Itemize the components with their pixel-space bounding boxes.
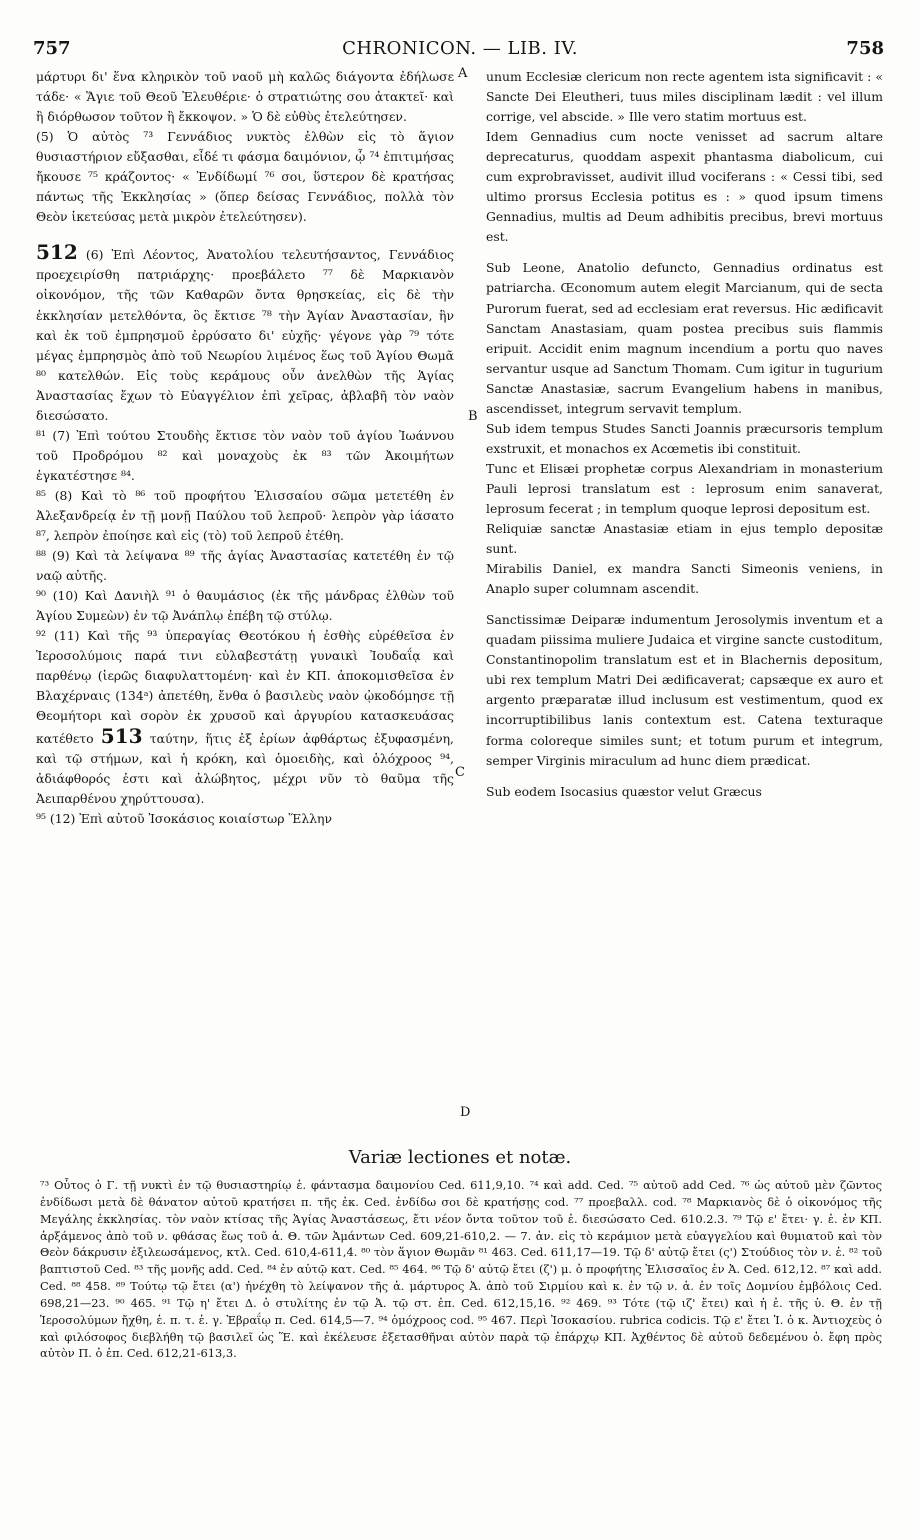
latin-paragraph: Sub eodem Isocasius quæstor velut Græcus [486,783,762,799]
greek-paragraph: (5) Ὁ αὐτὸς ⁷³ Γεννάδιος νυκτὸς ἐλθὼν εἰς τὸ ἅγιον θυσιαστήριον εὔξασθαι, εἶδέ τι φάσμα δαιμόνιον, ᾧ ⁷⁴ ἐπιτιμήσας ἤκουσε ⁷⁵ κράζοντος· « Ἐνδίδωμί ⁷⁶ σοι, ὕστερον δὲ κρατήσας πάντως τῆς Ἐκκλησίας » (ὅπερ δείσας Γεννάδιος, πολλὰ τὸν Θεὸν ἱκετεύσας μετὰ μικρὸν ἐτελεύτησεν). [36,129,454,225]
greek-paragraph [36,240,454,425]
latin-paragraph: Sub Leone, Anatolio defuncto, Gennadius ordinatus est patriarcha. Œconomum autem elegit Marcianum, qui de secta Purorum fuerat, sed ad ecclesiam erat reversus. Hic ædificavit Sanctam Anastasiam, quam postea precibus suis flammis eripuit. Accidit enim magnum incendium a portu quo naves servantur usque ad Sanctum Thomam. Cum igitur in tugurium Sanctæ Anastasiæ, sacrum Evangelium habens in manibus, ascendisset, integrum servavit templum. [486,260,883,416]
latin-paragraph: Sanctissimæ Deiparæ indumentum Jerosolymis inventum et a quadam piissima muliere Judaica et virgine sancte custoditum, Constantinopolim translatum est et in Blachernis depositum, ubi rex templum Matri Dei ædificaverat; capsæque ex auro et argento præparatæ illud inclusum est vestimentum, quod ex incorruptibilibus lanis contextum est. Catena texturaque forma coloreque similes sunt; et totum purum et integrum, semper Virginis miraculum ad hunc diem prædicat. [486,612,883,768]
greek-paragraph-text: ταύτην, ἥτις ἐξ ἐρίων ἀφθάρτως ἐξυφασμένη, καὶ τῷ στήμων, καὶ ἡ κρόκη, καὶ ὁμοειδὴς, καὶ ὁλόχροος ⁹⁴, ἀδιάφθορός ἐστι καὶ ἀλώβητος, μέχρι νῦν τὸ θαῦμα τῆς Ἀειπαρθένου χηρύττουσα). [36,730,454,806]
latin-paragraph: Tunc et Elisæi prophetæ corpus Alexandriam in monasterium Pauli leprosi translatum est : leprosum enim sanaverat, leprosum fecerat ; in templum quoque leprosi depositum est. [486,460,883,516]
latin-column [486,67,883,802]
greek-paragraph: μάρτυρι δι' ἕνα κληρικὸν τοῦ ναοῦ μὴ καλῶς διάγοντα ἐδήλωσε τάδε· « Ἅγιε τοῦ Θεοῦ Ἐλευθέριε· ὁ στρατιώτης σου ἀτακτεῖ· καὶ ἢ διόρθωσον τοῦτον ἢ ἔκκοψον. » Ὁ δὲ εὐθὺς ἐτελεύτησεν. [36,69,454,125]
page-number-left: 757 [33,38,71,59]
variant-readings-notes: ⁷³ Οὗτος ὁ Γ. τῇ νυκτὶ ἐν τῷ θυσιαστηρίῳ ἑ. φάντασμα δαιμονίου Ced. 611,9,10. ⁷⁴ καὶ add. Ced. ⁷⁵ αὐτοῦ add Ced. ⁷⁶ ὡς αὐτοῦ μὲν ζῶντος ἐνδίδωσι μετὰ δὲ θάνατον αὐτοῦ κρατήσει π. τῆς ἐκ. Ced. ἐνδίδω σοι δὲ κρατήσῃς cod. ⁷⁷ προεβαλλ. cod. ⁷⁸ Μαρκιανὸς δὲ ὁ οἰκονόμος τῆς Μεγάλης ἐκκλησίας. τὸν ναὸν κτίσας τῆς Ἁγίας Ἀναστάσεως, ἔτι νέον ὄντα τοῦτον τοῦ ἐ. διεσώσατο Ced. 610.2.3. ⁷⁹ Τῷ ε' ἔτει· γ. ἐ. ἐν ΚΠ. ἀρξάμενος ἀπὸ τοῦ ν. φθάσας ἕως τοῦ ἁ. Θ. τῶν Ἀμάντων Ced. 609,21-610,2. — 7. ἀν. εἰς τὸ κεράμιον μετὰ εὐαγγελίου καὶ θυμιατοῦ καὶ τὸν Θεὸν δάκρυσιν ἐξιλεωσάμενος, κτλ. Ced. 610,4-611,4. ⁸⁰ τὸν ἅγιον Θωμᾶν ⁸¹ 463. Ced. 611,17—19. Τῷ δ' αὐτῷ ἔτει (ς') Στούδιος τὸν ν. ἐ. ⁸² τοῦ βαπτιστοῦ Ced. ⁸³ τῆς μονῆς add. Ced. ⁸⁴ ἐν αὐτῷ κατ. Ced. ⁸⁵ 464. ⁸⁶ Τῷ δ' αὐτῷ ἔτει (ζ') μ. ὁ προφήτης Ἐλισσαῖος ἐν Ἀ. Ced. 612,12. ⁸⁷ καὶ add. Ced. ⁸⁸ 458. ⁸⁹ Τούτῳ τῷ ἔτει (α') ἠνέχθη τὸ λείψανον τῆς ἁ. μάρτυρος Ἀ. ἀπὸ τοῦ Σιρμίου καὶ κ. ἐν τῷ ν. ἁ. ἐν τοῖς Δομνίου ἐμβόλοις Ced. 698,21—23. ⁹⁰ 465. ⁹¹ Τῷ η' ἔτει Δ. ὁ στυλίτης ἐν τῷ Ἀ. τῷ στ. ἐπ. Ced. 612,15,16. ⁹² 469. ⁹³ Τότε (τῷ ιζ' ἔτει) καὶ ἡ ἐ. τῆς ὑ. Θ. ἐν τῇ Ἱεροσολύμων ἤχθη, ἑ. π. τ. ἑ. γ. Ἑβραΐῳ π. Ced. 614,5—7. ⁹⁴ ὁμόχροος cod. ⁹⁵ 467. Περὶ Ἰσοκασίου. rubrica codicis. Τῷ ε' ἔτει Ἰ. ὁ κ. Ἀντιοχεὺς ὁ καὶ φιλόσοφος διεβλήθη τῷ βασιλεῖ ὡς Ἕ. καὶ ἐκέλευσε ἐξετασθῆναι αὐτὸν παρὰ τῷ ἐπάρχῳ ΚΠ. Ἀχθέντος δὲ αὐτοῦ δεδεμένου ὁ. ἔφη πρὸς αὐτὸν Π. ὁ ἐπ. Ced. 612,21-613,3. [40,1178,882,1361]
notes-title: Variæ lectiones et notæ. [348,1147,572,1168]
greek-paragraph: ⁸¹ (7) Ἐπὶ τούτου Στουδὴς ἔκτισε τὸν ναὸν τοῦ ἁγίου Ἰωάννου τοῦ Προδρόμου ⁸² καὶ μοναχοὺς ἐκ ⁸³ τῶν Ἀκοιμήτων ἐγκατέστησε ⁸⁴. [36,427,454,483]
latin-paragraph: Mirabilis Daniel, ex mandra Sancti Simeonis veniens, in Anaplo super columnam ascendit. [486,561,883,597]
margin-letter-d: D [460,1105,471,1120]
greek-paragraph-text: (6) Ἐπὶ Λέοντος, Ἀνατολίου τελευτήσαντος, Γεννάδιος προεχειρίσθη πατριάρχης· προεβάλετο ⁷⁷ δὲ Μαρκιανὸν οἰκονόμον, τῆς τῶν Καθαρῶν ὄντα θρησκείας, εἰς δὲ τὴν ἐκκλησίαν μετελθόντα, ὃς ἔκτισε ⁷⁸ τὴν Ἁγίαν Ἀναστασίαν, ἣν καὶ ἐκ τοῦ ἐμπρησμοῦ ἐρρύσατο δι' εὐχῆς· γέγονε γὰρ ⁷⁹ τότε μέγας ἐμπρησμὸς ἀπὸ τοῦ Νεωρίου λιμένος ἕως τοῦ Ἁγίου Θωμᾶ ⁸⁰ κατελθών. Εἰς τοὺς κεράμους οὖν ἀνελθὼν τῆς Ἁγίας Ἀναστασίας ἔχων τὸ Εὐαγγέλιον ἐπὶ χεῖρας, ἀβλαβῆ τὸν ναὸν διεσώσατο. [36,247,454,423]
margin-letter-a: A [458,66,468,81]
running-title: CHRONICON. — LIB. IV. [342,38,578,59]
latin-paragraph: unum Ecclesiæ clericum non recte agentem ista significavit : « Sancte Dei Eleutheri, tuus miles disciplinam lædit : vel illum corrige, vel abscide. » Ille vero statim mortuus est. [486,69,883,125]
latin-paragraph: Sub idem tempus Studes Sancti Joannis præcursoris templum exstruxit, et monachos ex Acœmetis ibi constituit. [486,420,883,456]
latin-paragraph: Idem Gennadius cum nocte venisset ad sacrum altare deprecaturus, quoddam aspexit phantasma diabolicum, cui cum exprobravisset, audivit illud vociferans : « Cessi tibi, sed ultimo prorsus Ecclesia potitus es : » quod ipsum timens Gennadius, multis ad Deum adhibitis precibus, brevi mortuus est. [486,129,883,245]
running-header [0,38,920,62]
greek-paragraph: ⁹⁵ (12) Ἐπὶ αὐτοῦ Ἰσοκάσιος κοιαίστωρ Ἕλλην [36,810,332,826]
greek-paragraph [36,626,454,808]
edition-page-marker: 512 [36,240,78,265]
greek-paragraph: ⁸⁸ (9) Καὶ τὰ λείψανα ⁸⁹ τῆς ἁγίας Ἀναστασίας κατετέθη ἐν τῷ ναῷ αὐτῆς. [36,548,454,584]
greek-paragraph: ⁸⁵ (8) Καὶ τὸ ⁸⁶ τοῦ προφήτου Ἐλισσαίου σῶμα μετετέθη ἐν Ἀλεξανδρείᾳ ἐν τῇ μονῇ Παύλου τοῦ λεπροῦ· λεπρὸν γὰρ ἰάσατο ⁸⁷, λεπρὸν ἐποίησε καὶ εἰς (τὸ) τοῦ λεπροῦ ἐτέθη. [36,487,454,544]
latin-paragraph: Reliquiæ sanctæ Anastasiæ etiam in ejus templo depositæ sunt. [486,521,883,557]
margin-letter-c: C [455,765,465,780]
greek-column [36,67,454,829]
margin-letter-b: B [468,409,478,424]
page-number-right: 758 [846,38,884,59]
greek-paragraph: ⁹⁰ (10) Καὶ Δανιὴλ ⁹¹ ὁ θαυμάσιος (ἐκ τῆς μάνδρας ἐλθὼν τοῦ Ἁγίου Συμεὼν) ἐν τῷ Ἀνάπλῳ ἐπέβη τῷ στύλῳ. [36,588,454,624]
greek-paragraph-text: ⁹² (11) Καὶ τῆς ⁹³ ὑπεραγίας Θεοτόκου ἡ ἐσθὴς εὑρέθεῖσα ἐν Ἱεροσολύμοις παρά τινι εὐλαβεστάτῃ γυναικὶ Ἰουδαΐᾳ καὶ παρθένῳ (ἱερῶς διαφυλαττομένη· καὶ ἐν ΚΠ. ἀποκομισθεῖσα ἐν Βλαχέρναις (134ᵃ) ἀπετέθη, ἔνθα ὁ βασιλεὺς ναὸν ᾠκοδόμησε τῇ Θεομήτορι καὶ σορὸν ἐκ χρυσοῦ καὶ ἀργυρίου κατασκευάσας κατέθετο [36,628,454,746]
edition-page-marker: 513 [100,723,143,748]
